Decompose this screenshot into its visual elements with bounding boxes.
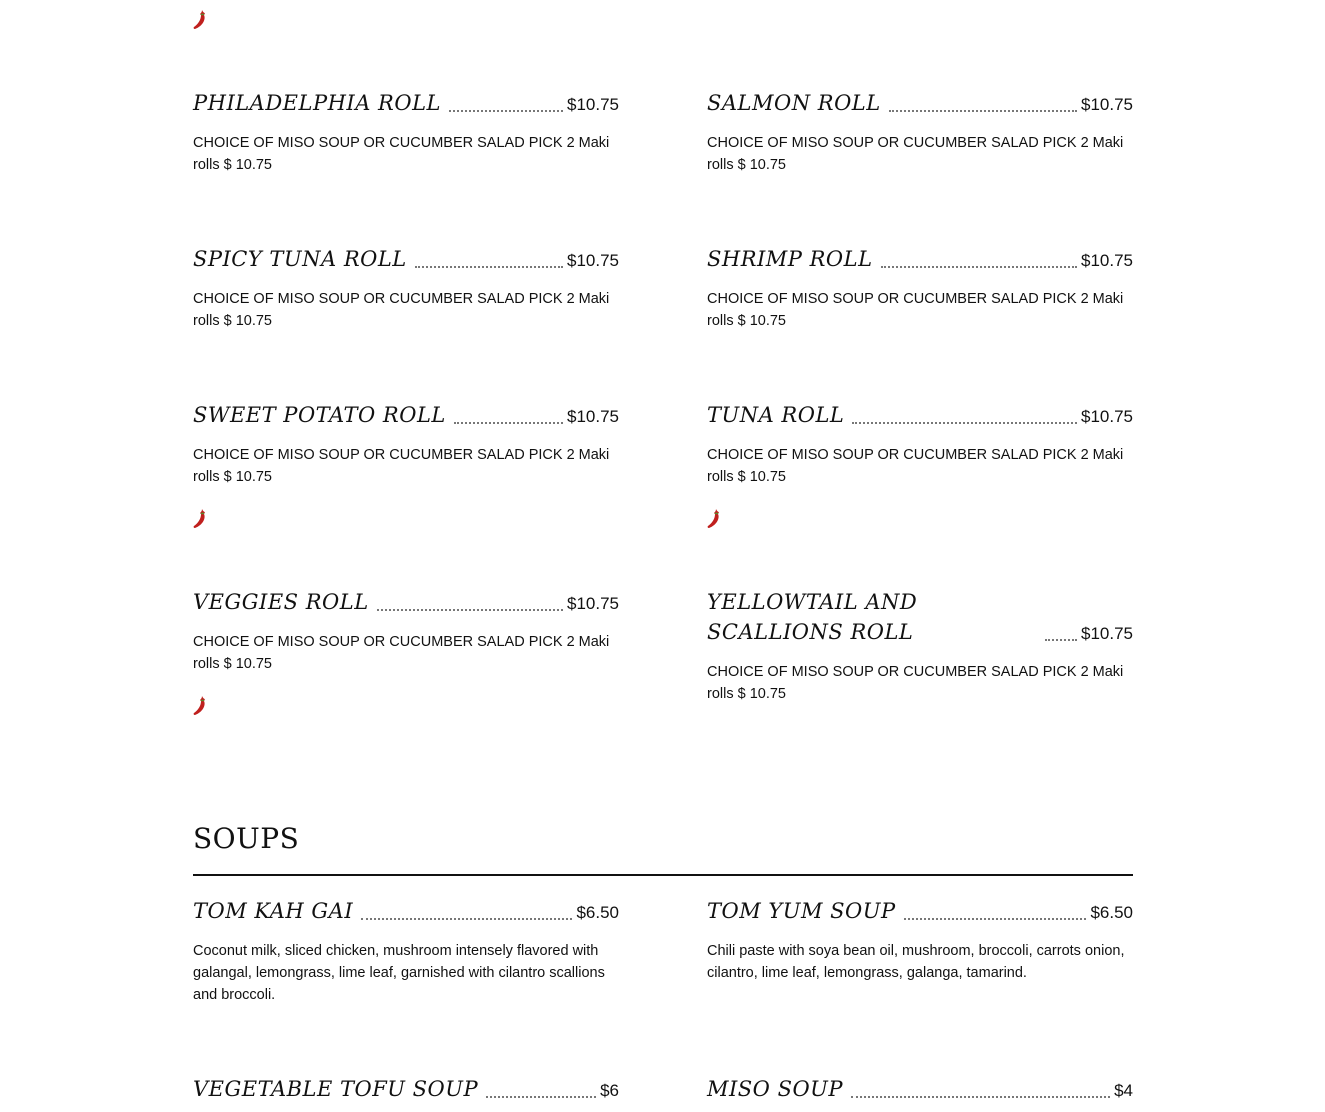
dot-leader <box>904 918 1087 920</box>
dot-leader <box>377 609 563 611</box>
menu-item[interactable] <box>193 88 619 176</box>
menu-item[interactable] <box>193 896 619 1006</box>
item-price: $6.50 <box>1090 903 1133 922</box>
dot-leader <box>889 110 1077 112</box>
item-name: VEGETABLE TOFU SOUP <box>193 1077 479 1101</box>
item-price: $10.75 <box>567 95 619 114</box>
item-price: $10.75 <box>567 594 619 613</box>
item-description: CHOICE OF MISO SOUP OR CUCUMBER SALAD PICK 2 Maki rolls $ 10.75 <box>193 447 610 485</box>
menu-item[interactable] <box>707 88 1133 176</box>
item-name: SPICY TUNA ROLL <box>193 247 407 271</box>
item-description: CHOICE OF MISO SOUP OR CUCUMBER SALAD PICK 2 Maki rolls $ 10.75 <box>707 664 1124 702</box>
item-description: CHOICE OF MISO SOUP OR CUCUMBER SALAD PICK 2 Maki rolls $ 10.75 <box>193 291 610 329</box>
dot-leader <box>486 1096 596 1098</box>
item-description: Chili paste with soya bean oil, mushroom, broccoli, carrots onion, cilantro, lime leaf, lemongrass, galanga, tamarind. <box>707 943 1125 981</box>
chili-pepper-icon <box>707 508 723 530</box>
item-price: $10.75 <box>1081 95 1133 114</box>
item-price: $10.75 <box>1081 251 1133 270</box>
dot-leader <box>415 266 563 268</box>
item-name: TUNA ROLL <box>707 403 845 427</box>
item-price: $10.75 <box>567 407 619 426</box>
item-description: CHOICE OF MISO SOUP OR CUCUMBER SALAD PICK 2 Maki rolls $ 10.75 <box>707 291 1124 329</box>
chili-pepper-icon <box>193 695 209 717</box>
item-description: CHOICE OF MISO SOUP OR CUCUMBER SALAD PICK 2 Maki rolls $ 10.75 <box>193 135 610 173</box>
menu-item[interactable] <box>193 1074 619 1104</box>
menu-item[interactable] <box>707 1074 1133 1104</box>
dot-leader <box>361 918 572 920</box>
menu-item[interactable] <box>193 244 619 332</box>
item-price: $10.75 <box>1081 407 1133 426</box>
item-name: SHRIMP ROLL <box>707 247 873 271</box>
section-title: SOUPS <box>193 822 300 855</box>
chili-pepper-icon <box>193 508 209 530</box>
item-description: CHOICE OF MISO SOUP OR CUCUMBER SALAD PICK 2 Maki rolls $ 10.75 <box>193 634 610 672</box>
item-price: $6 <box>600 1081 619 1100</box>
item-price: $6.50 <box>576 903 619 922</box>
item-name: SALMON ROLL <box>707 91 881 115</box>
dot-leader <box>852 422 1077 424</box>
item-name: YELLOWTAIL AND SCALLIONS ROLL <box>707 590 918 644</box>
item-name: SWEET POTATO ROLL <box>193 403 446 427</box>
dot-leader <box>851 1096 1110 1098</box>
dot-leader <box>449 110 563 112</box>
item-description: Coconut milk, sliced chicken, mushroom intensely flavored with galangal, lemongrass, lime leaf, garnished with cilantro scallions and broccoli. <box>193 943 605 1003</box>
item-price: $4 <box>1114 1081 1133 1100</box>
menu-item[interactable] <box>707 587 1133 705</box>
item-name: TOM YUM SOUP <box>707 899 896 923</box>
menu-item[interactable] <box>707 896 1133 984</box>
dot-leader <box>1045 639 1077 641</box>
section-divider <box>193 874 1133 876</box>
menu-item[interactable] <box>707 400 1133 488</box>
menu-item[interactable] <box>193 587 619 675</box>
item-price: $10.75 <box>567 251 619 270</box>
chili-pepper-icon <box>193 9 209 31</box>
item-description: CHOICE OF MISO SOUP OR CUCUMBER SALAD PICK 2 Maki rolls $ 10.75 <box>707 135 1124 173</box>
menu-item[interactable] <box>707 244 1133 332</box>
item-name: PHILADELPHIA ROLL <box>193 91 441 115</box>
menu-item[interactable] <box>193 400 619 488</box>
item-name: MISO SOUP <box>707 1077 844 1101</box>
item-price: $10.75 <box>1081 624 1133 643</box>
dot-leader <box>454 422 563 424</box>
item-name: VEGGIES ROLL <box>193 590 369 614</box>
item-name: TOM KAH GAI <box>193 899 354 923</box>
dot-leader <box>881 266 1077 268</box>
item-description: CHOICE OF MISO SOUP OR CUCUMBER SALAD PICK 2 Maki rolls $ 10.75 <box>707 447 1124 485</box>
